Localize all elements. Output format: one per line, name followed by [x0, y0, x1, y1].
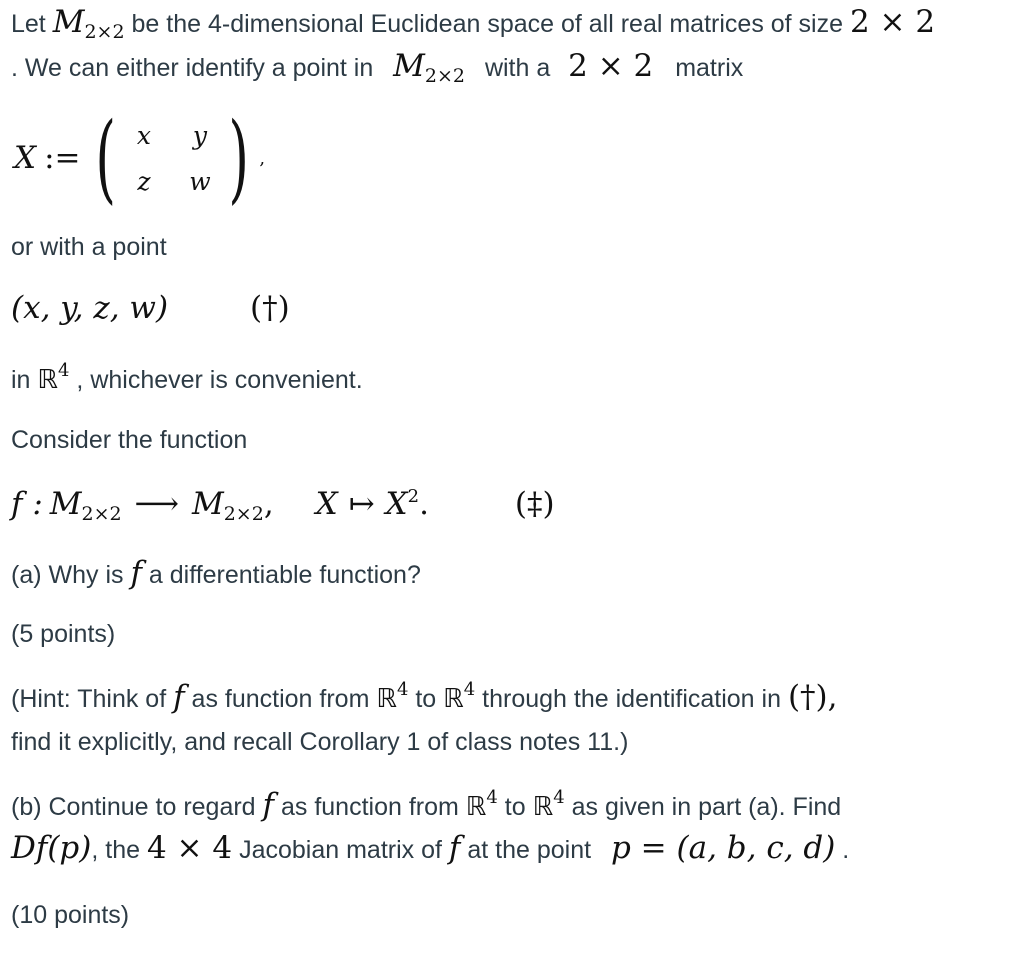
math-sup-4-hint-2: 4 — [463, 679, 476, 700]
hint-line-2: find it explicitly, and recall Corollary 1 of class notes 11.) — [11, 728, 629, 756]
math-M2x2-b: $M_{2\times 2}$ — [393, 48, 466, 87]
text-whichever: , whichever is convenient. — [76, 366, 363, 394]
math-R-b-2: ℝ — [532, 792, 554, 822]
text-matrix: matrix — [675, 54, 744, 82]
text-part-a-post: a differentiable function? — [148, 561, 421, 589]
math-R-hint-2: ℝ — [443, 684, 464, 714]
point-line — [11, 290, 290, 327]
text-end-period: . — [842, 836, 850, 864]
text-space-description: be the 4-dimensional Euclidean space of all real matrices of size — [131, 10, 844, 38]
text-with-a: with a — [484, 54, 551, 82]
math-sup-4-b-2: 4 — [553, 787, 565, 808]
text-hint-through: through the identification in — [482, 685, 781, 713]
hint-line-1 — [11, 679, 838, 716]
math-X: X — [14, 140, 37, 176]
math-dagger-ref: (†), — [787, 679, 838, 715]
text-let: Let — [11, 10, 46, 38]
math-p-equals: p = (a, b, c, d) — [610, 830, 836, 866]
math-f-colon: f : — [11, 486, 43, 522]
matrix-entry-z: z — [137, 166, 151, 196]
math-X-var: X — [315, 486, 338, 522]
matrix-entry-x: x — [136, 120, 151, 150]
math-point-tuple: (x, y, z, w) — [11, 290, 169, 326]
text-part-b-as-function: as function from — [280, 793, 459, 821]
math-2x2: 2 × 2 — [849, 4, 936, 40]
math-2x2-b: 2 × 2 — [568, 48, 654, 84]
text-consider: Consider the function — [11, 426, 248, 454]
math-4x4: 4 × 4 — [146, 830, 233, 866]
math-assign: := — [44, 140, 81, 176]
part-b-line-2 — [11, 830, 849, 867]
math-R-hint-1: ℝ — [376, 684, 397, 714]
matrix-definition — [14, 102, 266, 214]
math-f-b: f — [262, 787, 275, 823]
math-sup-4: 4 — [58, 360, 70, 381]
math-M2x2: $M_{2\times 2}$ — [52, 4, 125, 43]
math-f-hint: f — [173, 679, 185, 715]
math-dagger-label: (†) — [249, 290, 290, 326]
text-hint-pre: (Hint: Think of — [11, 685, 167, 713]
math-R: ℝ — [37, 365, 59, 395]
right-paren: ) — [228, 102, 249, 214]
matrix-entry-y: y — [192, 120, 208, 150]
math-domain: $M_{2\times 2}$ — [49, 486, 122, 525]
math-sup-4-hint-1: 4 — [396, 679, 409, 700]
math-X-squared: $X^2$ — [385, 486, 420, 522]
matrix-entry-w: w — [189, 166, 211, 196]
text-part-b-as-given: as given in part (a). Find — [571, 793, 842, 821]
text-jacobian: Jacobian matrix of — [239, 836, 442, 864]
left-paren: ( — [94, 102, 116, 214]
math-comma-2: , — [263, 486, 274, 522]
math-comma: , — [259, 147, 266, 169]
in-R4-line — [11, 360, 363, 396]
math-codomain: $M_{2\times 2}$ — [191, 486, 264, 525]
text-period: . — [11, 54, 18, 82]
math-dot: . — [419, 486, 429, 522]
text-hint-to: to — [415, 685, 437, 713]
text-or-with-a-point: or with a point — [11, 233, 167, 261]
math-long-arrow: ⟶ — [134, 486, 179, 522]
text-part-b-to: to — [504, 793, 526, 821]
math-f-b-2: f — [448, 830, 461, 866]
text-part-a-pre: (a) Why is — [11, 561, 124, 589]
function-definition — [11, 486, 555, 526]
math-maps-to: ↦ — [348, 486, 375, 522]
part-b-line-1 — [11, 787, 841, 824]
part-a-question — [11, 555, 421, 592]
text-the: , the — [91, 836, 141, 864]
math-sup-4-b-1: 4 — [486, 787, 498, 808]
intro-line-2 — [11, 48, 743, 88]
part-b-points: (10 points) — [11, 901, 130, 929]
math-R-b-1: ℝ — [465, 792, 487, 822]
math-Df-p: Df(p) — [11, 830, 92, 866]
text-identify: We can either identify a point in — [24, 54, 374, 82]
math-ddagger-label: (‡) — [514, 486, 555, 522]
part-a-points: (5 points) — [11, 620, 116, 648]
text-part-b-pre: (b) Continue to regard — [11, 793, 256, 821]
math-f-a: f — [130, 555, 142, 591]
matrix-entries — [116, 112, 228, 204]
text-in: in — [11, 366, 31, 394]
intro-line-1 — [11, 4, 935, 44]
text-hint-as-function: as function from — [191, 685, 370, 713]
text-at-point: at the point — [467, 836, 592, 864]
